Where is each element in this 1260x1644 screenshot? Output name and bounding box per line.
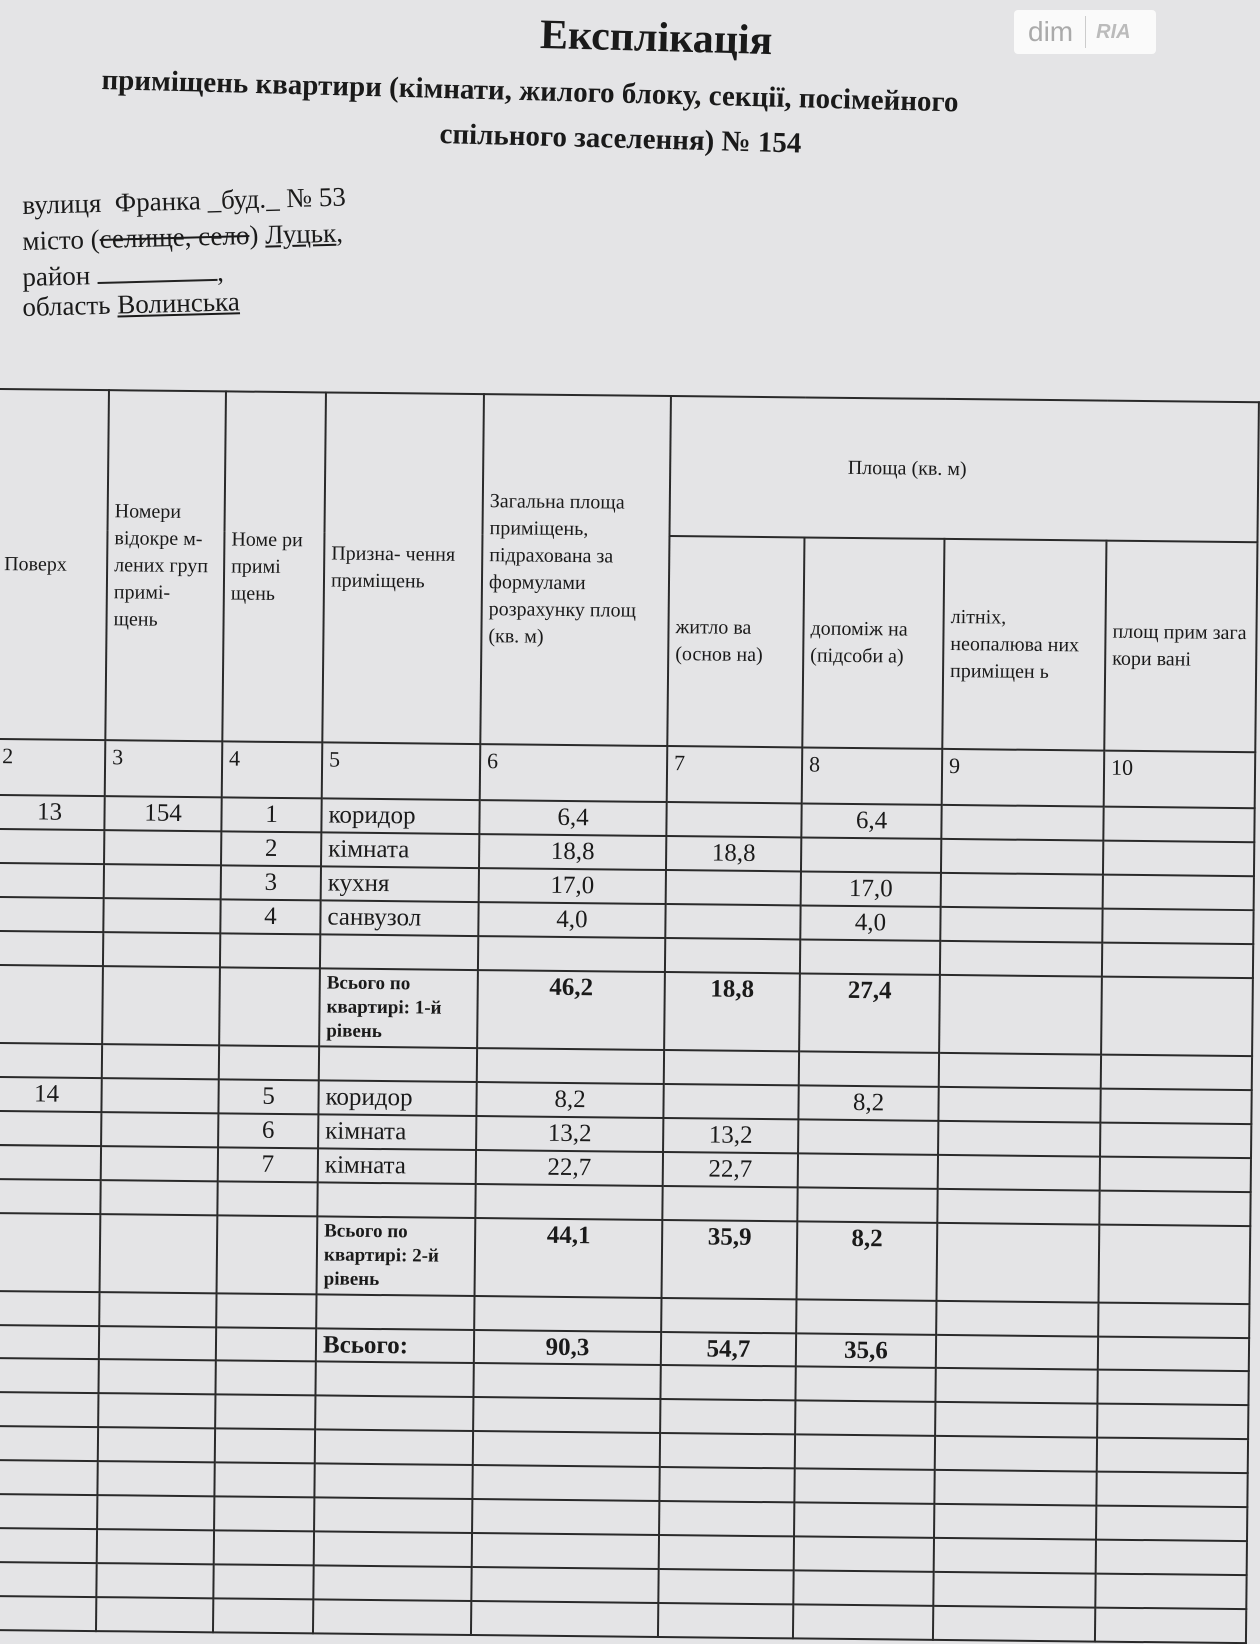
table-row: 7 кімната 22,7 22,7 [0, 1145, 1251, 1192]
header-room-numbers: Номе ри примі щень [222, 391, 326, 742]
table-row: 4 санвузол 4,0 4,0 [0, 897, 1254, 944]
header-common: площ прим зага кори вані [1104, 541, 1257, 753]
document-subtitle-2: спільного заселення) № 154 [439, 118, 802, 160]
table-row: 2 кімната 18,8 18,8 [0, 829, 1254, 876]
column-numbers-row: 2 3 4 5 6 7 8 9 10 [0, 739, 1255, 808]
street-line: вулиця Франка _буд._ № 53 [22, 181, 347, 220]
district-line: район , [22, 256, 225, 292]
header-living: житло ва (основ на) [667, 536, 804, 747]
header-area-group: Площа (кв. м) [669, 396, 1258, 542]
subtotal-level-2: Всього по квартирі: 2-й рівень 44,1 35,9 8,2 [0, 1213, 1250, 1304]
table-row: 6 кімната 13,2 13,2 [0, 1111, 1251, 1158]
table-row: 14 5 коридор 8,2 8,2 [0, 1077, 1252, 1124]
header-total-area: Загальна площа приміщень, підрахована за формулами розрахунку площ (кв. м) [480, 394, 671, 746]
header-auxiliary: допоміж на (підсоби а) [802, 537, 944, 748]
table-row: 3 кухня 17,0 17,0 [0, 863, 1254, 910]
header-summer: літніх, неопалюва них приміщен ь [942, 539, 1106, 751]
watermark-logo: dim RIA [1014, 10, 1156, 54]
region-line: область Волинська [22, 286, 241, 322]
city-line: місто (селище, село) Луцьк, [22, 217, 344, 256]
table-row: 13 154 1 коридор 6,4 6,4 [0, 795, 1255, 842]
header-group-numbers: Номери відокре м- лених груп примі- щень [105, 390, 226, 741]
grand-total-row: Всього: 90,3 54,7 35,6 [0, 1325, 1249, 1371]
header-floor: Поверх [0, 389, 109, 740]
subtotal-level-1: Всього по квартирі: 1-й рівень 46,2 18,8 27,4 [0, 965, 1253, 1056]
explication-table [0, 388, 1260, 1644]
document-title: Експлікація [539, 11, 773, 65]
document-subtitle: приміщень квартири (кімнати, жилого блоку, секції, посімейного [101, 64, 959, 119]
header-purpose: Призна- чення приміщень [322, 392, 484, 744]
